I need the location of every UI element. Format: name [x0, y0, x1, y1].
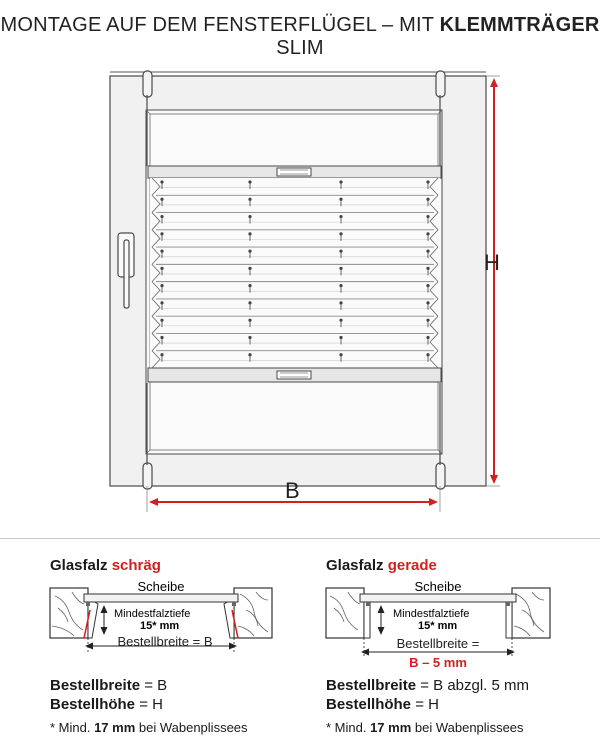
left-footnote	[50, 720, 248, 735]
right-heading	[326, 556, 437, 575]
width-label: B	[285, 478, 300, 503]
min-depth-value: 15* mm	[418, 620, 458, 632]
note-bold: 17 mm	[370, 720, 412, 735]
order-width-label: Bestellbreite =	[396, 636, 480, 651]
detail-slanted	[50, 579, 272, 652]
right-heading-accent: gerade	[387, 557, 437, 574]
order-width-key: Bestellbreite	[326, 677, 417, 694]
order-width-val: = B	[140, 677, 168, 694]
title-prefix: MONTAGE AUF DEM FENSTERFLÜGEL – MIT	[0, 14, 440, 36]
wood-grain-icon	[326, 588, 364, 638]
wood-grain-icon	[512, 588, 550, 638]
height-label: H	[484, 250, 500, 275]
left-heading	[50, 556, 161, 575]
note-bold: 17 mm	[94, 720, 136, 735]
note-suffix: bei Wabenplissees	[135, 720, 248, 735]
order-width-val: = B abzgl. 5 mm	[416, 677, 530, 694]
order-height-key: Bestellhöhe	[326, 696, 412, 713]
note-prefix: * Mind.	[50, 720, 95, 735]
right-order-info	[326, 676, 529, 714]
section-divider	[0, 538, 600, 539]
order-width-value: B – 5 mm	[409, 655, 467, 670]
order-width-label: Bestellbreite = B	[117, 634, 213, 649]
detail-straight	[326, 579, 550, 670]
pleated-fabric	[150, 178, 440, 368]
right-footnote	[326, 720, 524, 735]
top-rail	[148, 166, 441, 178]
title-bold: KLEMMTRÄGER	[439, 14, 600, 36]
min-depth-label: Mindestfalztiefe	[114, 608, 191, 620]
min-depth-value: 15* mm	[140, 620, 180, 632]
note-suffix: bei Wabenplissees	[411, 720, 524, 735]
min-depth-label: Mindestfalztiefe	[393, 608, 470, 620]
order-width-key: Bestellbreite	[50, 677, 141, 694]
order-height-key: Bestellhöhe	[50, 696, 136, 713]
right-heading-prefix: Glasfalz	[326, 557, 388, 574]
left-order-info	[50, 676, 167, 714]
order-height-val: = H	[135, 696, 163, 713]
bottom-rail	[148, 368, 441, 382]
pane-label: Scheibe	[137, 579, 185, 594]
title-suffix: SLIM	[276, 37, 324, 59]
pane-label: Scheibe	[414, 579, 462, 594]
left-heading-accent: schräg	[111, 557, 161, 574]
order-height-val: = H	[411, 696, 439, 713]
left-heading-prefix: Glasfalz	[50, 557, 112, 574]
note-prefix: * Mind.	[326, 720, 371, 735]
